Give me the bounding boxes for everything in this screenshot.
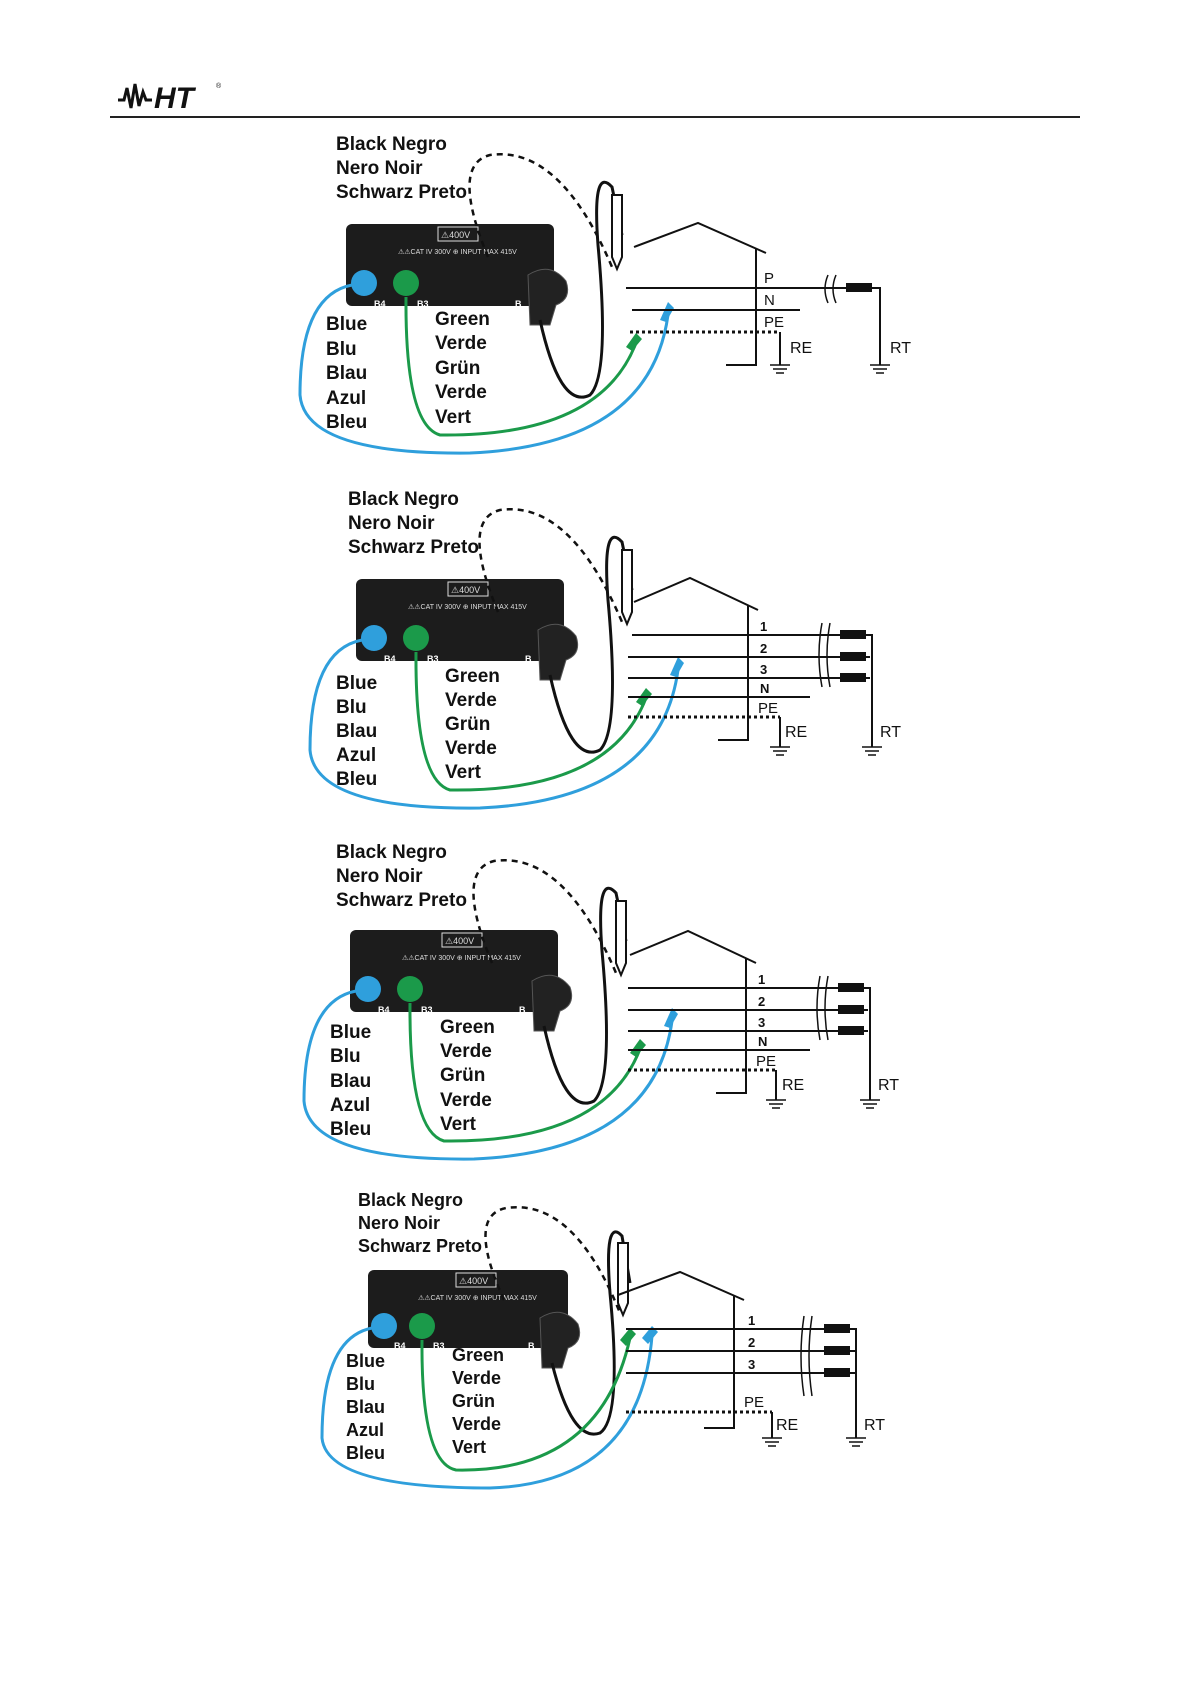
terminal-b4 [355,976,381,1002]
terminal-b4-label: B4 [394,1341,406,1351]
load-resistor-1 [840,630,866,639]
blue-label [336,673,377,790]
blue-label-line-1: Blue [330,1022,372,1043]
re-label: RE [776,1417,799,1434]
load-resistor-3 [840,673,866,682]
black-label-line-2: Nero Noir [336,866,423,887]
green-label-line-2: Verde [445,690,497,711]
black-label-line-2: Nero Noir [358,1213,441,1233]
blue-croc-clip [660,302,674,322]
conductor-label-n: N [764,292,775,309]
green-label-line-4: Verde [440,1090,492,1111]
load-resistor-1 [838,983,864,992]
green-label-line-3: Grün [435,358,481,379]
instrument-spec: ⚠⚠CAT IV 300V ⊕ INPUT MAX 415V [408,604,527,611]
green-label [440,1017,495,1135]
instrument-warning: ⚠400V [451,585,481,595]
conductor-label-pe: PE [758,700,779,717]
blue-label-line-2: Blu [326,339,357,360]
ground-rt-icon [846,1438,866,1446]
green-label-line-1: Green [435,309,490,330]
terminal-b4-label: B4 [384,654,396,664]
instrument-spec: ⚠⚠CAT IV 300V ⊕ INPUT MAX 415V [418,1295,537,1302]
green-label-line-1: Green [452,1345,505,1365]
terminal-b3 [403,625,429,651]
terminal-b-label: B [525,654,532,664]
conductor-label-2: 2 [758,994,766,1009]
green-label-line-5: Vert [452,1437,487,1457]
black-label-line-2: Nero Noir [336,158,423,179]
black-croc-clip [618,1243,628,1315]
blue-label-line-3: Blau [346,1397,386,1417]
black-label-line-1: Black Negro [336,134,447,155]
page-header [110,74,1080,120]
house-wall [716,958,746,1093]
green-label-line-4: Verde [435,382,487,403]
blue-label-line-4: Azul [326,388,367,409]
load-resistor-2 [838,1005,864,1014]
conductor-label-p: P [764,270,775,287]
conductor-label-3: 3 [760,662,768,677]
blue-label-line-3: Blau [326,363,368,384]
terminal-b3-label: B3 [433,1341,445,1351]
blue-label-line-5: Bleu [326,412,368,433]
instrument-spec: ⚠⚠CAT IV 300V ⊕ INPUT MAX 415V [402,955,521,962]
diagram-panel-2 [0,485,1191,825]
conductor-label-pe: PE [756,1053,777,1070]
logo-text: HT [154,82,194,114]
terminal-b3 [409,1313,435,1339]
terminal-b3-label: B3 [421,1005,433,1015]
clamp-connector [528,269,568,325]
blue-label-line-3: Blau [330,1071,372,1092]
blue-croc-clip [670,657,684,677]
rt-label: RT [880,724,902,741]
conductor-label-n: N [758,1034,768,1049]
ht-logo [116,78,226,114]
green-label [452,1345,504,1457]
instrument-warning: ⚠400V [459,1276,489,1286]
house-roof [634,223,766,253]
blue-label-line-2: Blu [346,1374,375,1394]
terminal-b-label: B [515,299,522,309]
green-label-line-4: Verde [445,738,497,759]
black-label-line-1: Black Negro [336,842,447,863]
conductor-label-3: 3 [748,1357,756,1372]
blue-label-line-1: Blue [326,314,368,335]
ground-re-icon [770,365,790,373]
conductor-label-2: 2 [748,1335,756,1350]
ground-rt-icon [870,365,890,373]
load-resistor [846,283,872,292]
blue-label-line-1: Blue [336,673,378,694]
blue-label-line-5: Bleu [336,769,378,790]
blue-label-line-2: Blu [330,1046,361,1067]
blue-label-line-4: Azul [346,1420,384,1440]
black-label-line-3: Schwarz Preto [358,1236,483,1256]
terminal-b3-label: B3 [417,299,429,309]
black-label-line-1: Black Negro [348,489,459,510]
house-roof [618,1272,744,1300]
green-label-line-5: Vert [440,1114,476,1135]
green-label-line-3: Grün [440,1065,486,1086]
diagram-panel-1 [0,125,1191,465]
green-label-line-3: Grün [452,1391,495,1411]
conductor-label-n: N [760,681,770,696]
blue-label-line-5: Bleu [346,1443,386,1463]
house-wall [718,605,748,740]
terminal-b3-label: B3 [427,654,439,664]
load-resistor-3 [824,1368,850,1377]
green-label-line-2: Verde [452,1368,502,1388]
ground-rt-icon [862,747,882,755]
conductor-label-3: 3 [758,1015,766,1030]
black-croc-clip [612,195,622,269]
rt-wire [864,988,870,1100]
load-resistor-2 [840,652,866,661]
black-croc-clip [622,550,632,624]
conductor-label-1: 1 [748,1313,756,1328]
ground-rt-icon [860,1100,880,1108]
blue-label-line-5: Bleu [330,1119,372,1140]
blue-label-line-3: Blau [336,721,378,742]
rt-wire [866,635,872,747]
svg-text:®: ® [216,83,222,90]
black-label-line-3: Schwarz Preto [348,537,479,558]
green-label [435,309,490,428]
blue-label-line-1: Blue [346,1351,386,1371]
house-wall [726,249,756,365]
terminal-b-label: B [528,1341,535,1351]
clamp-connector [532,975,572,1031]
rt-label: RT [890,340,912,357]
blue-label [326,314,367,433]
rt-label: RT [878,1077,900,1094]
green-croc-clip [626,333,642,351]
load-resistor-2 [824,1346,850,1355]
conductor-label-pe: PE [744,1394,765,1411]
house-roof [630,931,756,963]
rt-wire [850,1329,856,1438]
terminal-b3 [393,270,419,296]
clamp-connector [538,624,578,680]
green-croc-clip [630,1039,646,1057]
ground-re-icon [766,1100,786,1108]
black-label-line-1: Black Negro [358,1190,464,1210]
terminal-b3 [397,976,423,1002]
blue-label [346,1351,385,1463]
conductor-label-2: 2 [760,641,768,656]
rt-label: RT [864,1417,886,1434]
green-label-line-2: Verde [440,1041,492,1062]
terminal-b-label: B [519,1005,526,1015]
re-label: RE [790,340,813,357]
diagram-panel-3 [0,838,1191,1178]
load-resistor-3 [838,1026,864,1035]
diagram-panel-4 [0,1188,1191,1528]
instrument-warning: ⚠400V [441,230,471,240]
load-resistor-1 [824,1324,850,1333]
house-wall [704,1296,734,1428]
re-label: RE [782,1077,805,1094]
terminal-b4 [371,1313,397,1339]
ground-re-icon [762,1438,782,1446]
house-roof [634,578,758,610]
green-label-line-5: Vert [445,762,481,783]
blue-label [330,1022,371,1140]
green-croc-clip [620,1328,636,1346]
clamp-connector [540,1312,580,1368]
conductor-label-1: 1 [760,619,768,634]
blue-label-line-2: Blu [336,697,367,718]
black-label-line-3: Schwarz Preto [336,890,467,911]
header-rule [110,116,1080,118]
green-label-line-5: Vert [435,407,471,428]
rt-wire [872,288,880,365]
black-croc-clip [616,901,626,975]
instrument-spec: ⚠⚠CAT IV 300V ⊕ INPUT MAX 415V [398,249,517,256]
terminal-b4 [351,270,377,296]
instrument-warning: ⚠400V [445,936,475,946]
green-label-line-1: Green [445,666,500,687]
conductor-label-pe: PE [764,314,785,331]
ground-re-icon [770,747,790,755]
terminal-b4-label: B4 [378,1005,390,1015]
re-label: RE [785,724,808,741]
blue-label-line-4: Azul [336,745,377,766]
green-label [445,666,500,783]
black-label-line-3: Schwarz Preto [336,182,467,203]
green-label-line-2: Verde [435,333,487,354]
terminal-b4-label: B4 [374,299,386,309]
green-label-line-3: Grün [445,714,491,735]
green-label-line-4: Verde [452,1414,502,1434]
green-label-line-1: Green [440,1017,495,1038]
conductor-label-1: 1 [758,972,766,987]
blue-label-line-4: Azul [330,1095,371,1116]
terminal-b4 [361,625,387,651]
black-label-line-2: Nero Noir [348,513,435,534]
